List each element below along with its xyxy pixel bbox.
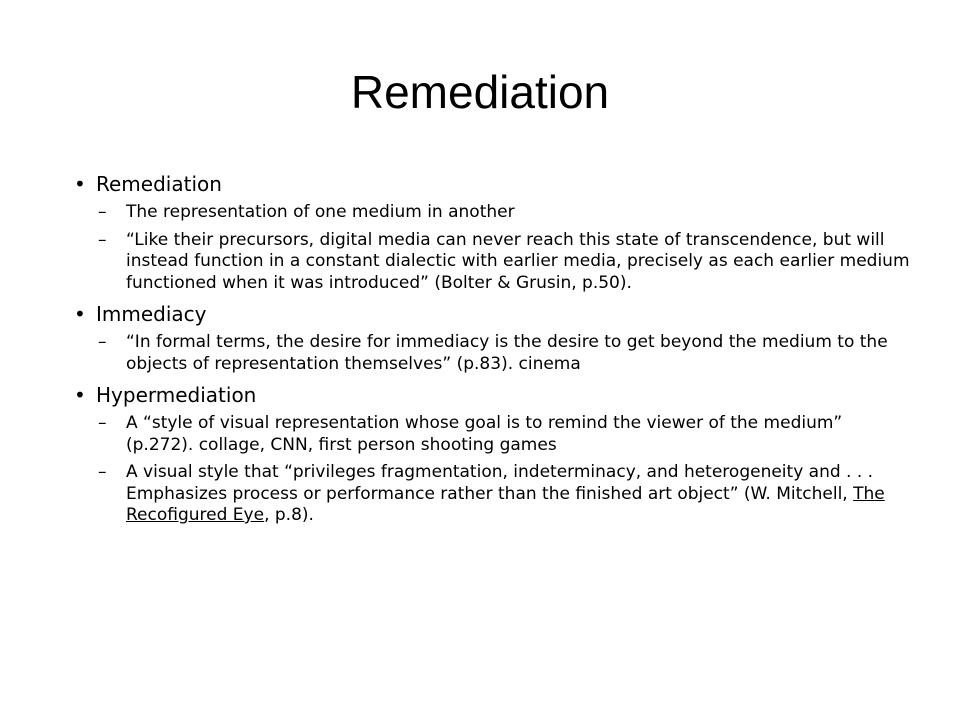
sub-bullet-text [126,462,885,525]
slide-title: Remediation [350,66,610,118]
bullet-label: Immediacy [96,302,207,326]
dash-icon: – [98,332,107,352]
bullet-label: Remediation [96,172,222,196]
sub-bullet [74,202,914,224]
sub-bullet-text: “In formal terms, the desire for immediacy is the desire to get beyond the medium to the objects of representation themselves” (p.83). cinema [126,332,888,374]
sub-bullet [74,462,914,527]
bullet-immediacy [74,300,914,328]
slide-content [74,170,914,533]
dash-icon: – [98,229,107,250]
sub-bullet-text: The representation of one medium in another [126,202,515,222]
bullet-label: Hypermediation [96,383,257,407]
bullet-icon: • [74,383,86,407]
bullet-hypermediation [74,381,914,409]
sub-bullet-text: A “style of visual representation whose goal is to remind the viewer of the medium” (p.272). collage, CNN, first person shooting games [126,413,843,455]
sub-bullet-text: “Like their precursors, digital media can never reach this state of transcendence, but will instead function in a constant dialectic with earlier media, precisely as each earlier medium functioned when it was introduced” (Bolter & Grusin, p.50). [126,229,910,293]
sub-bullet [74,332,914,375]
sub-bullet [74,230,914,295]
bullet-remediation [74,170,914,198]
sub-bullet-text-before: A visual style that “privileges fragmentation, indeterminacy, and heterogeneity and . . . Emphasizes process or performance rather than the finished art object” (W. Mitchell, [126,462,874,504]
sub-list [74,332,914,375]
dash-icon: – [98,202,107,222]
sub-bullet-text-after: , p.8). [264,505,314,525]
dash-icon: – [98,413,107,433]
sub-list [74,202,914,294]
bullet-icon: • [74,302,86,326]
sub-list [74,413,914,527]
sub-bullet [74,413,914,456]
book-title: The Recofigured Eye [126,483,885,525]
dash-icon: – [98,462,107,482]
bullet-icon: • [74,172,86,196]
